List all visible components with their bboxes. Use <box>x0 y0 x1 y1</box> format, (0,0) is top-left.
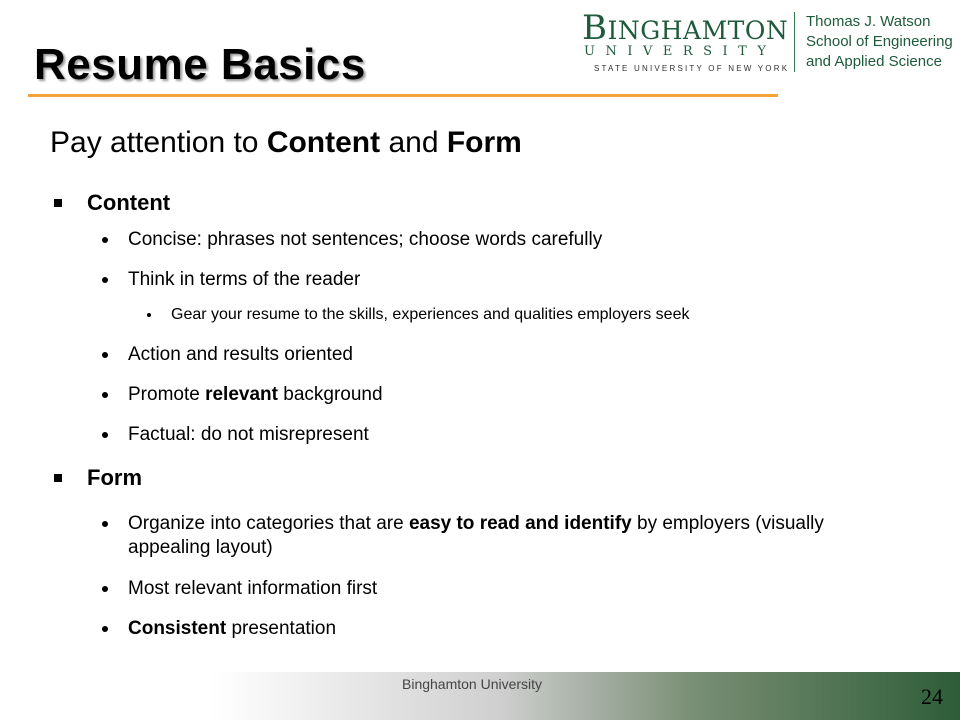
bullet-icon <box>102 352 108 358</box>
bullet-icon <box>102 392 108 398</box>
square-bullet-icon <box>54 199 62 207</box>
section-heading-form: Form <box>87 465 142 490</box>
logo-wordmark: BINGHAMTON <box>582 8 789 48</box>
bullet-icon <box>102 432 108 438</box>
bullet-icon <box>102 586 108 592</box>
list-item: Action and results oriented <box>128 344 353 365</box>
slide-title: Resume Basics <box>34 40 366 89</box>
bullet-icon <box>102 237 108 243</box>
list-item: Think in terms of the reader <box>128 269 361 290</box>
page-number: 24 <box>921 684 943 709</box>
bullet-icon <box>147 313 151 317</box>
list-item: Consistent presentation <box>128 618 337 639</box>
slide-subtitle: Pay attention to Content and Form <box>50 126 522 159</box>
logo-university: UNIVERSITY <box>584 44 777 59</box>
square-bullet-icon <box>54 474 62 482</box>
binghamton-logo <box>560 6 960 76</box>
list-item: Promote relevant background <box>128 384 383 405</box>
list-item: Most relevant information first <box>128 578 378 599</box>
logo-school-name: Thomas J. Watson School of Engineering and Applied Science <box>806 13 953 70</box>
bullet-icon <box>102 277 108 283</box>
footer-text: Binghamton University <box>402 676 543 692</box>
title-underline <box>28 94 778 97</box>
logo-suny: STATE UNIVERSITY OF NEW YORK <box>594 64 790 73</box>
bullet-icon <box>102 521 108 527</box>
logo-divider <box>794 12 795 72</box>
list-subitem: Gear your resume to the skills, experiences and qualities employers seek <box>171 306 690 323</box>
list-item: Organize into categories that are easy to read and identify by employers (visually appealing layout) <box>128 513 824 558</box>
bullet-icon <box>102 626 108 632</box>
list-item: Factual: do not misrepresent <box>128 424 369 445</box>
section-heading-content: Content <box>87 190 171 215</box>
list-item: Concise: phrases not sentences; choose words carefully <box>128 229 603 250</box>
